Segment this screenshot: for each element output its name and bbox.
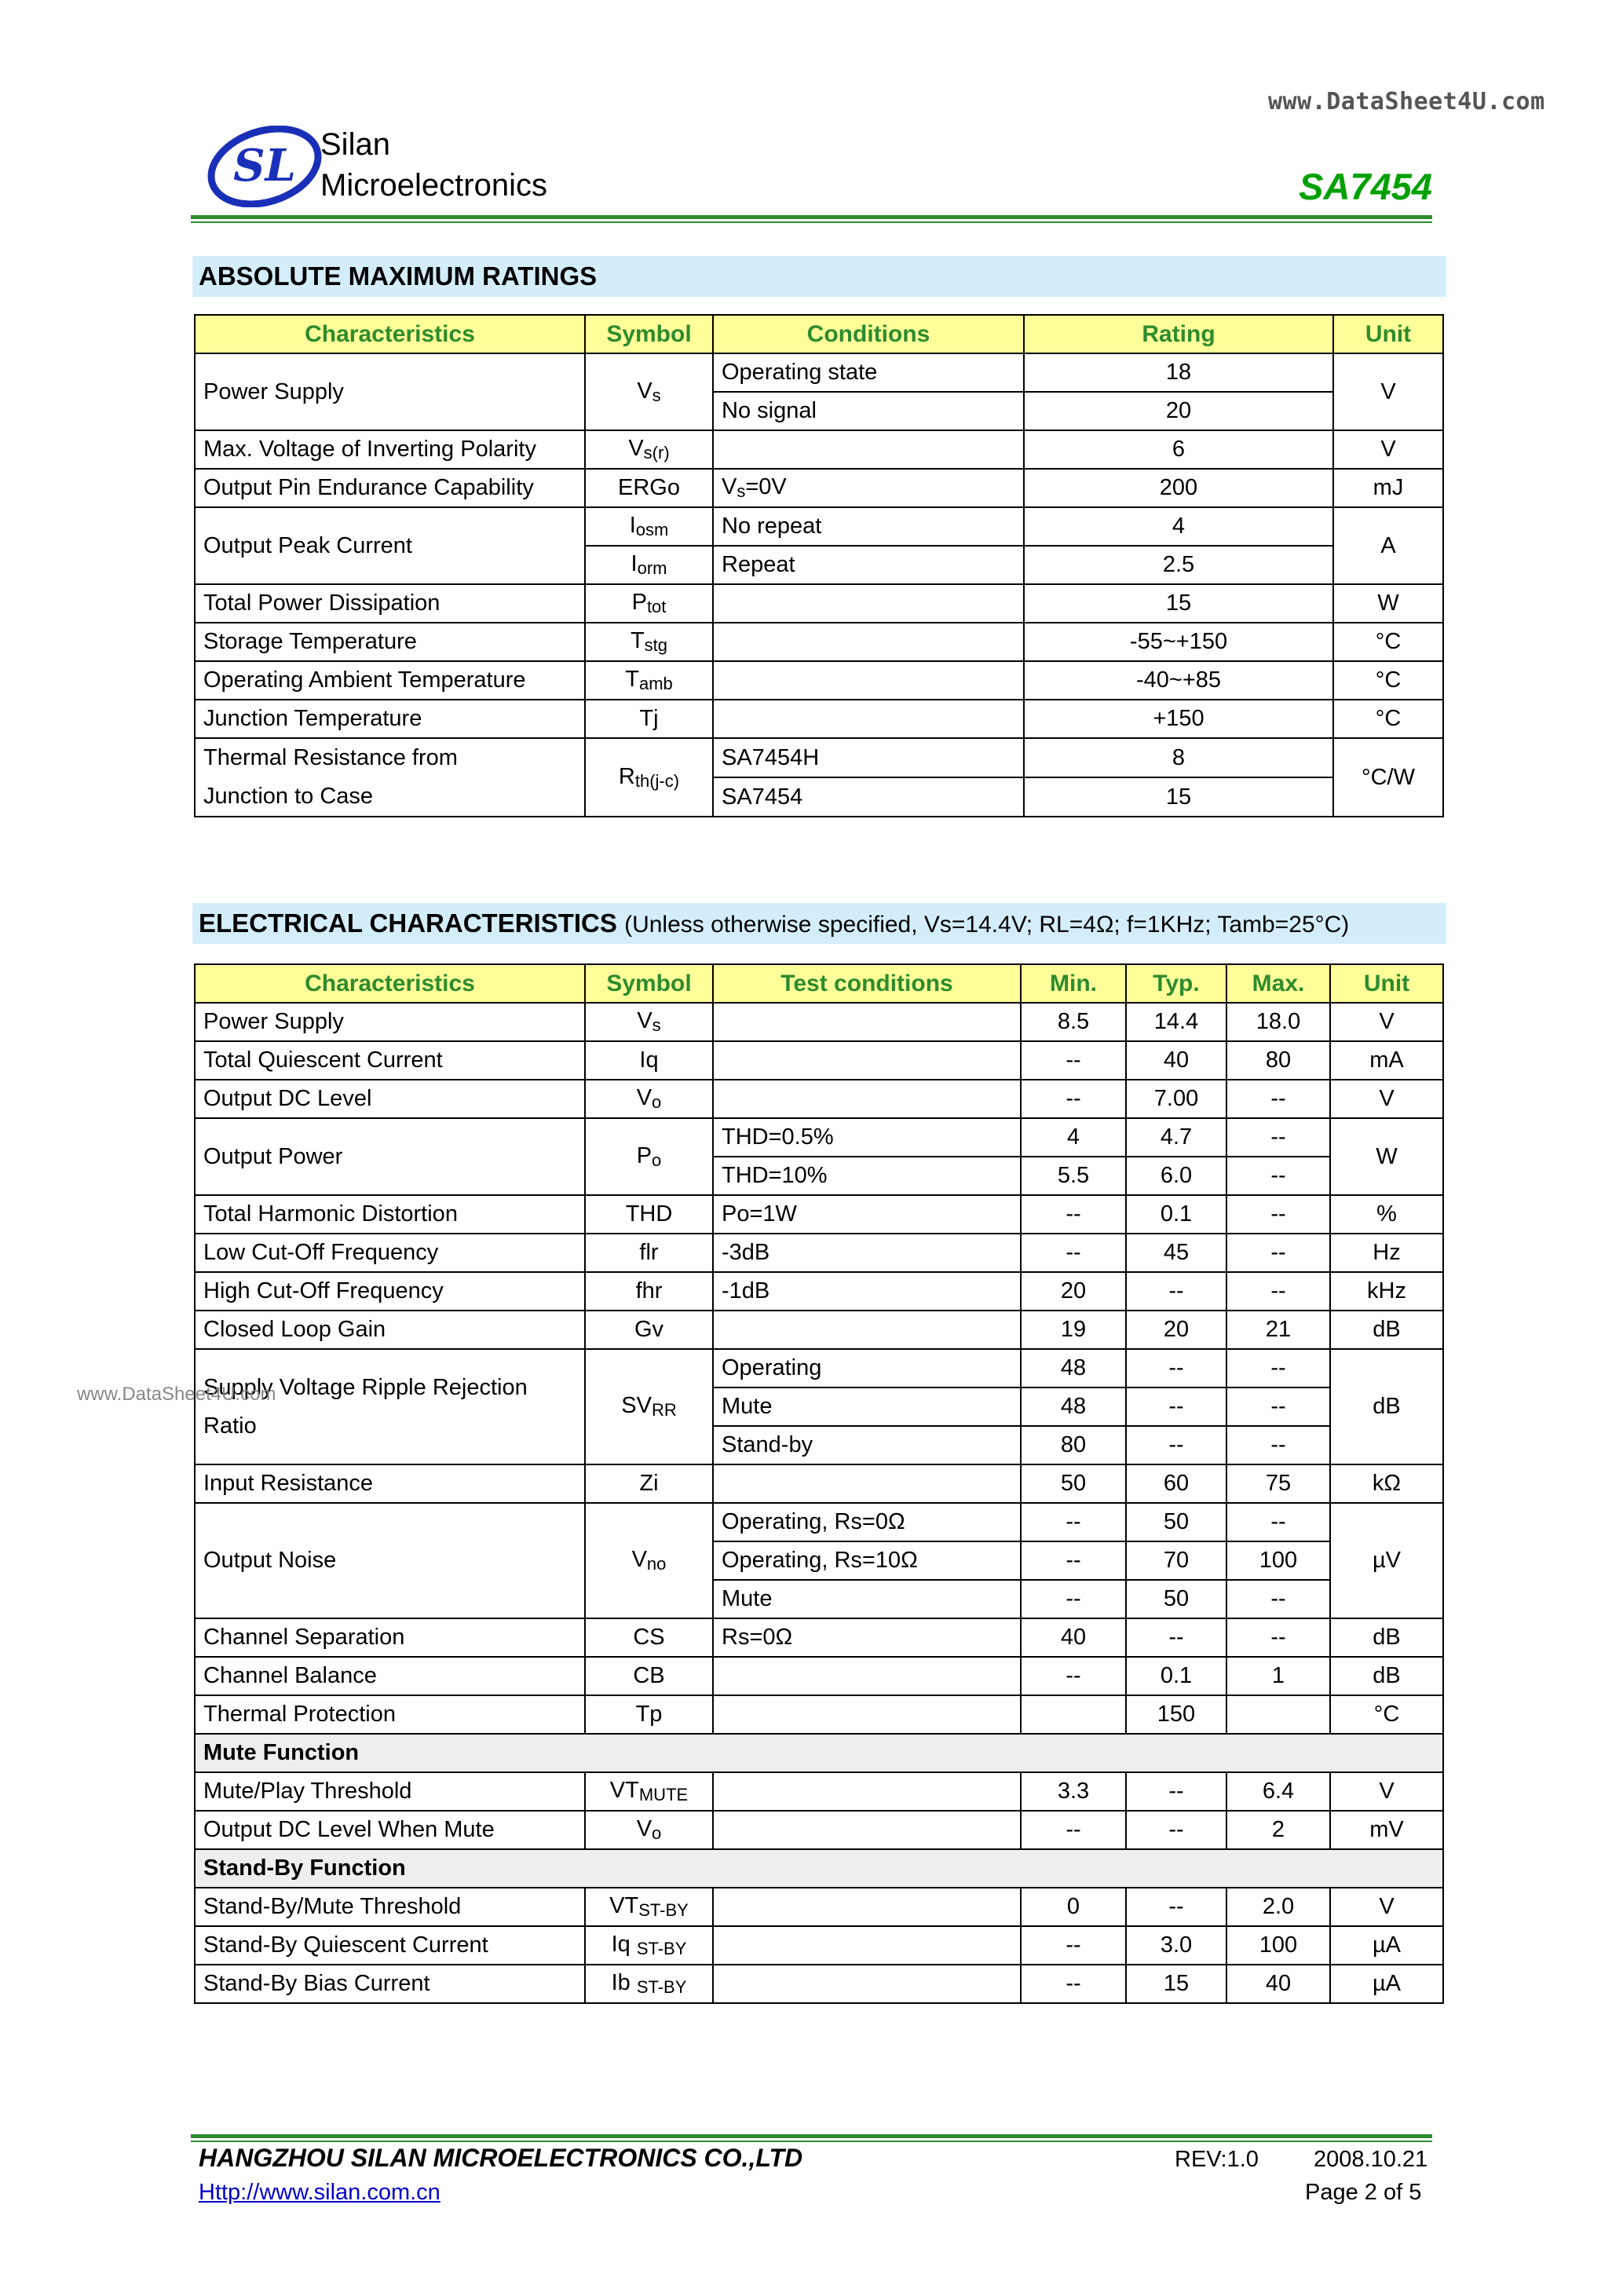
abs-max-table [194, 314, 1444, 817]
col-conditions: Conditions [713, 315, 1024, 353]
footer-company: HANGZHOU SILAN MICROELECTRONICS CO.,LTD [199, 2144, 803, 2172]
group-row: Mute Function [195, 1734, 1443, 1772]
table-row: SA7454 15 [195, 777, 1443, 817]
part-number: SA7454 [1299, 166, 1432, 207]
table-row: Output DC Level When Mute $V_o$ -- -- 2 mV [195, 1811, 1443, 1849]
elec-title-bar [192, 903, 1446, 944]
table-row: THD=10% 5.5 6.0 -- [195, 1157, 1443, 1195]
table-row: Channel Balance CB -- 0.1 1 dB [195, 1657, 1443, 1695]
col-typ: Typ. [1126, 964, 1226, 1003]
footer-rule-thin [191, 2141, 1432, 2142]
group-row: Stand-By Function [195, 1849, 1443, 1888]
company-name [320, 124, 547, 206]
footer-date: 2008.10.21 [1314, 2147, 1428, 2172]
col-symbol: Symbol [585, 964, 713, 1003]
table-row: Total Power Dissipation $P_{tot}$ 15 W [195, 584, 1443, 623]
footer-revision: REV:1.0 [1175, 2147, 1259, 2172]
abs-max-title: ABSOLUTE MAXIMUM RATINGS [192, 256, 1446, 297]
silan-logo [206, 126, 324, 207]
table-row: Output DC Level $V_o$ -- 7.00 -- V [195, 1080, 1443, 1118]
table-row: Storage Temperature $T_{stg}$ -55~+150 °C [195, 623, 1443, 661]
col-symbol: Symbol [585, 315, 713, 353]
table-row: Max. Voltage of Inverting Polarity $V_{s(r)}$ 6 V [195, 430, 1443, 469]
elec-title: ELECTRICAL CHARACTERISTICS [199, 909, 617, 938]
table-row: High Cut-Off Frequency fhr -1dB 20 -- -- kHz [195, 1272, 1443, 1311]
table-row: Stand-By Bias Current Ib $_{ST-BY}$ -- 15 40 µA [195, 1965, 1443, 2003]
table-header-row [195, 315, 1443, 353]
table-row: Operating, Rs=10Ω -- 70 100 [195, 1541, 1443, 1580]
col-characteristics: Characteristics [195, 964, 585, 1003]
table-row: Stand-by 80 -- -- [195, 1426, 1443, 1464]
col-test-conditions: Test conditions [713, 964, 1021, 1003]
watermark-top: www.DataSheet4U.com [1268, 88, 1545, 115]
table-row: Total Harmonic Distortion THD Po=1W -- 0.1 -- % [195, 1195, 1443, 1234]
logo-text: SL [233, 140, 296, 192]
table-row: Input Resistance Zi 50 60 75 kΩ [195, 1464, 1443, 1503]
table-row: No signal 20 [195, 392, 1443, 430]
table-row: Output Pin Endurance Capability ERGo $V_s=0V$ 200 mJ [195, 469, 1443, 507]
table-row: Mute/Play Threshold $VT_{MUTE}$ 3.3 -- 6.4 V [195, 1772, 1443, 1811]
table-row: Total Quiescent Current Iq -- 40 80 mA [195, 1041, 1443, 1080]
table-header-row [195, 964, 1443, 1003]
col-max: Max. [1226, 964, 1330, 1003]
table-row: Closed Loop Gain Gv 19 20 21 dB [195, 1311, 1443, 1349]
watermark-mid: www.DataSheet4U.com [77, 1384, 276, 1405]
table-row: Junction Temperature Tj +150 °C [195, 700, 1443, 738]
col-unit: Unit [1330, 964, 1443, 1003]
table-row: Stand-By Quiescent Current Iq $_{ST-BY}$ -- 3.0 100 µA [195, 1926, 1443, 1965]
table-row: Stand-By/Mute Threshold $VT_{ST-BY}$ 0 -- 2.0 V [195, 1888, 1443, 1926]
table-row: Low Cut-Off Frequency flr -3dB -- 45 -- Hz [195, 1234, 1443, 1272]
table-row: Power Supply $V_s$ 8.5 14.4 18.0 V [195, 1003, 1443, 1041]
footer-website-link[interactable]: Http://www.silan.com.cn [199, 2180, 440, 2205]
col-unit: Unit [1333, 315, 1443, 353]
table-row: $I_{orm}$ Repeat 2.5 [195, 546, 1443, 584]
table-row: Output Power $P_o$ THD=0.5% 4 4.7 -- W [195, 1118, 1443, 1157]
table-row: Mute 48 -- -- [195, 1387, 1443, 1426]
footer-page: Page 2 of 5 [1305, 2180, 1422, 2205]
table-row: Thermal Resistance from Junction to Case $R_{th(j-c)}$ SA7454H 8 °C/W [195, 738, 1443, 777]
col-min: Min. [1021, 964, 1126, 1003]
col-rating: Rating [1024, 315, 1333, 353]
table-row: Supply Voltage Ripple Rejection Ratio $SV_{RR}$ Operating 48 -- -- dB [195, 1349, 1443, 1387]
table-row: Operating Ambient Temperature $T_{amb}$ -40~+85 °C [195, 661, 1443, 700]
table-row: Mute -- 50 -- [195, 1580, 1443, 1618]
company-line1: Silan [320, 127, 390, 162]
header-rule-thin [191, 221, 1432, 223]
table-row: Output Peak Current $I_{osm}$ No repeat 4 A [195, 507, 1443, 546]
col-characteristics: Characteristics [195, 315, 585, 353]
elec-table [194, 963, 1444, 2004]
footer-rule [191, 2134, 1432, 2138]
header-rule [191, 215, 1432, 219]
table-row: Power Supply $V_s$ Operating state 18 V [195, 353, 1443, 392]
table-row: Output Noise $V_{no}$ Operating, Rs=0Ω -- 50 -- µV [195, 1503, 1443, 1541]
table-row: Channel Separation CS Rs=0Ω 40 -- -- dB [195, 1618, 1443, 1657]
company-line2: Microelectronics [320, 168, 547, 203]
table-row: Thermal Protection Tp 150 °C [195, 1695, 1443, 1734]
elec-subtitle: (Unless otherwise specified, Vs=14.4V; RL=4Ω; f=1KHz; Tamb=25°C) [624, 912, 1350, 938]
